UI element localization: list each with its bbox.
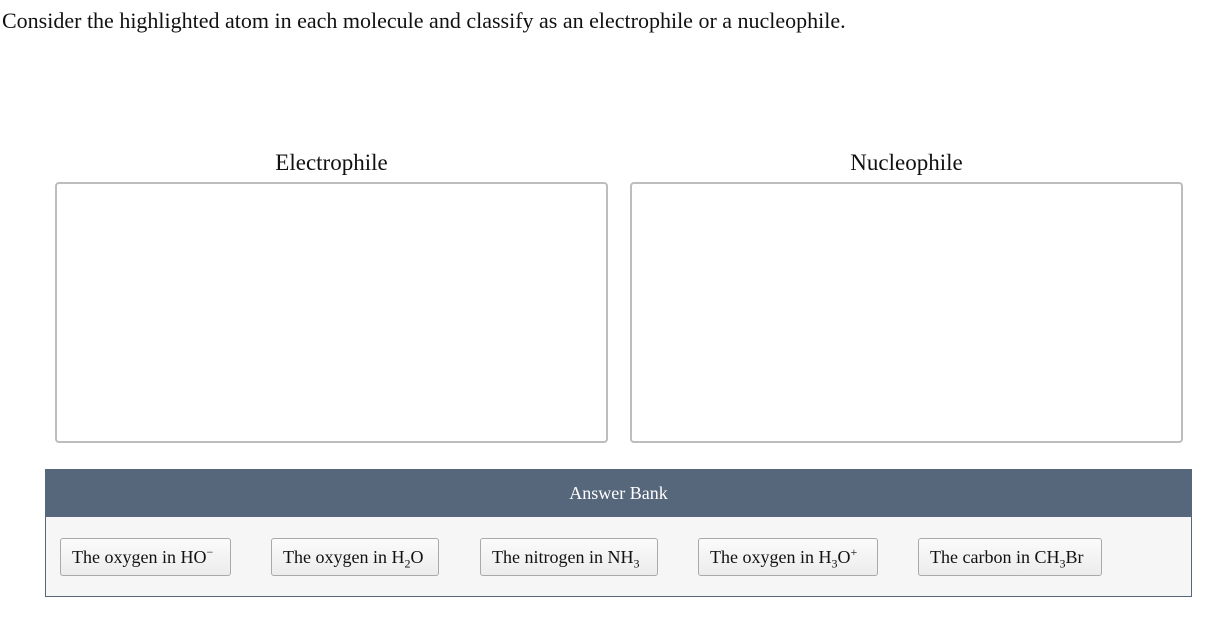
chip-formula: Br (1065, 547, 1084, 567)
chip-formula: O (837, 547, 851, 567)
chip-formula: NH (607, 547, 634, 567)
chip-superscript: + (850, 545, 858, 559)
chip-text: The nitrogen in (492, 547, 608, 567)
chip-formula: O (410, 547, 424, 567)
chip-subscript: 3 (633, 556, 640, 571)
nucleophile-label: Nucleophile (850, 150, 963, 175)
answer-chip-oxygen-in-hydroxide[interactable] (60, 538, 231, 576)
question-prompt: Consider the highlighted atom in each molecule and classify as an electrophile or a nucleophile. (2, 8, 846, 33)
chip-subscript: 3 (1059, 556, 1066, 571)
electrophile-drop-zone[interactable] (55, 182, 608, 443)
chip-text: The oxygen in (72, 547, 181, 567)
chip-text: The oxygen in (710, 547, 819, 567)
answer-chip-carbon-in-bromomethane[interactable] (918, 538, 1102, 576)
answer-chip-oxygen-in-hydronium[interactable] (698, 538, 878, 576)
chip-formula: HO (180, 547, 207, 567)
chip-superscript: − (206, 545, 214, 559)
chip-formula: H (818, 547, 832, 567)
answer-chip-oxygen-in-water[interactable] (271, 538, 439, 576)
chip-text: The carbon in (930, 547, 1035, 567)
electrophile-label: Electrophile (275, 150, 388, 175)
answer-bank-header: Answer Bank (46, 470, 1191, 517)
nucleophile-drop-zone[interactable] (630, 182, 1183, 443)
answer-chip-nitrogen-in-ammonia[interactable] (480, 538, 658, 576)
chip-formula: H (391, 547, 405, 567)
chip-text: The oxygen in (283, 547, 392, 567)
chip-formula: CH (1034, 547, 1060, 567)
chip-subscript: 2 (404, 556, 411, 571)
chip-subscript: 3 (831, 556, 838, 571)
answer-bank (45, 469, 1192, 597)
